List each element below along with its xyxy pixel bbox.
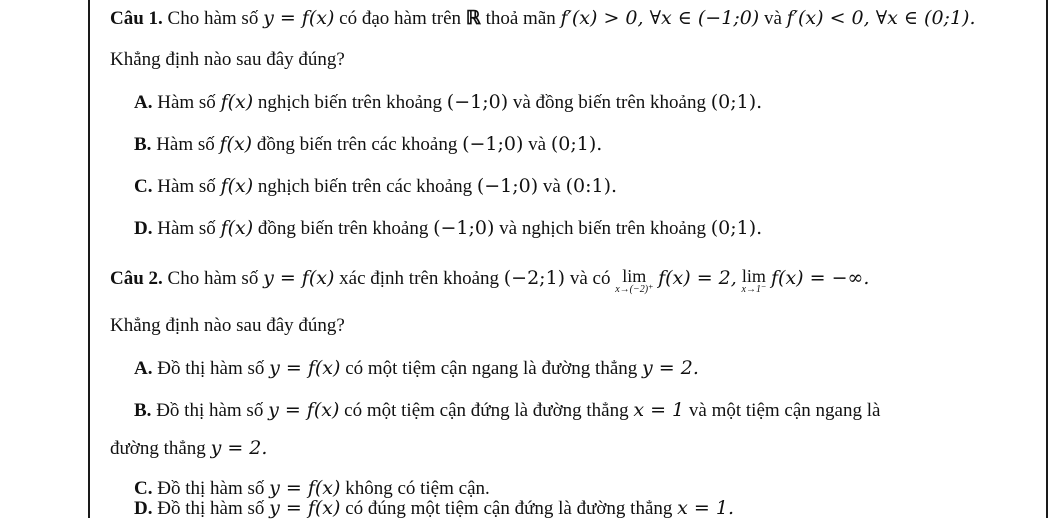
option-text: không có tiệm cận. [345,478,490,499]
q2-option-b-cont [110,436,267,461]
q1-option-d[interactable] [134,216,762,241]
option-text: đồng biến trên khoảng [257,218,429,239]
option-text: nghịch biến trên khoảng [257,92,443,113]
option-text: Đồ thị hàm số [157,358,265,379]
option-letter: B. [134,134,152,155]
option-equation: x = 1 [633,399,685,421]
option-text: Đồ thị hàm số [157,478,265,499]
option-func: y = f(x) [269,357,341,379]
q1-option-a[interactable] [134,90,762,115]
option-letter: B. [134,400,152,421]
option-text: và [528,134,547,155]
option-text: đồng biến trên các khoảng [256,134,458,155]
option-interval: (0;1). [710,217,763,239]
option-text: và nghịch biến trên khoảng [499,218,706,239]
q1-question: Khẳng định nào sau đây đúng? [110,49,345,70]
q2-question: Khẳng định nào sau đây đúng? [110,315,345,336]
q2-option-a[interactable] [134,356,699,381]
option-func: y = f(x) [269,477,341,499]
option-func: y = f(x) [268,399,340,421]
option-func: y = f(x) [269,497,341,519]
option-interval: (0;1). [550,133,603,155]
q2-intro-a: Cho hàm số [167,268,259,289]
q1-and: và [763,8,782,29]
option-interval: (−1;0) [433,217,495,239]
q1-stem [110,6,975,31]
option-interval: (0:1). [565,175,618,197]
q2-option-b[interactable] [134,398,880,423]
q2-intro-c: và có [569,268,611,289]
q1-label: Câu 1. [110,8,163,29]
option-equation: y = 2. [210,437,268,459]
option-interval: (−1;0) [476,175,539,197]
option-letter: C. [134,478,153,499]
q2-option-d[interactable] [134,498,734,519]
q1-intro-c: thoả mãn [485,8,556,29]
lim-subscript: x→1⁻ [741,284,767,295]
q1-real-set: ℝ [465,8,481,29]
option-func: f(x) [219,133,253,155]
option-text: và một tiệm cận ngang là [688,400,881,421]
option-func: f(x) [220,175,254,197]
q1-cond1: f′(x) > 0, ∀x ∈ (−1;0) [560,7,760,29]
option-interval: (0;1). [710,91,763,113]
q2-label: Câu 2. [110,268,163,289]
option-text: có đúng một tiệm cận đứng là đường thẳng [345,498,673,519]
q2-limit-1 [615,266,654,297]
option-text: và [542,176,561,197]
option-text: và đồng biến trên khoảng [512,92,706,113]
q1-func: y = f(x) [263,7,335,29]
option-text: Hàm số [157,92,216,113]
option-letter: A. [134,92,153,113]
q2-limit-2 [741,266,767,297]
option-letter: D. [134,218,153,239]
q2-func: y = f(x) [263,267,335,289]
q2-intro-b: xác định trên khoảng [339,268,500,289]
q2-stem [110,266,869,297]
lim-operator: lim [741,266,766,286]
q1-option-b[interactable] [134,132,602,157]
option-func: f(x) [220,91,254,113]
lim-subscript: x→(−2)⁺ [615,284,654,295]
lim-operator: lim [622,266,647,286]
q1-cond2: f′(x) < 0, ∀x ∈ (0;1). [786,7,976,29]
q1-intro-a: Cho hàm số [167,8,259,29]
option-text: đường thẳng [110,438,206,459]
q2-interval: (−2;1) [503,267,566,289]
option-text: Hàm số [157,218,216,239]
option-equation: x = 1. [677,497,734,519]
q1-option-c[interactable] [134,174,617,199]
option-letter: D. [134,498,153,519]
option-func: f(x) [220,217,254,239]
option-text: Đồ thị hàm số [156,400,264,421]
option-text: có một tiệm cận đứng là đường thẳng [344,400,629,421]
q2-limit1-value: f(x) = 2, [658,267,737,289]
option-text: Hàm số [157,176,216,197]
option-text: có một tiệm cận ngang là đường thẳng [345,358,638,379]
option-text: Đồ thị hàm số [157,498,265,519]
option-letter: A. [134,358,153,379]
option-interval: (−1;0) [446,91,509,113]
q2-limit2-value: f(x) = −∞. [771,267,870,289]
q1-intro-b: có đạo hàm trên [339,8,462,29]
option-text: Hàm số [156,134,215,155]
option-text: nghịch biến trên các khoảng [257,176,473,197]
option-letter: C. [134,176,153,197]
option-interval: (−1;0) [462,133,524,155]
option-equation: y = 2. [642,357,699,379]
